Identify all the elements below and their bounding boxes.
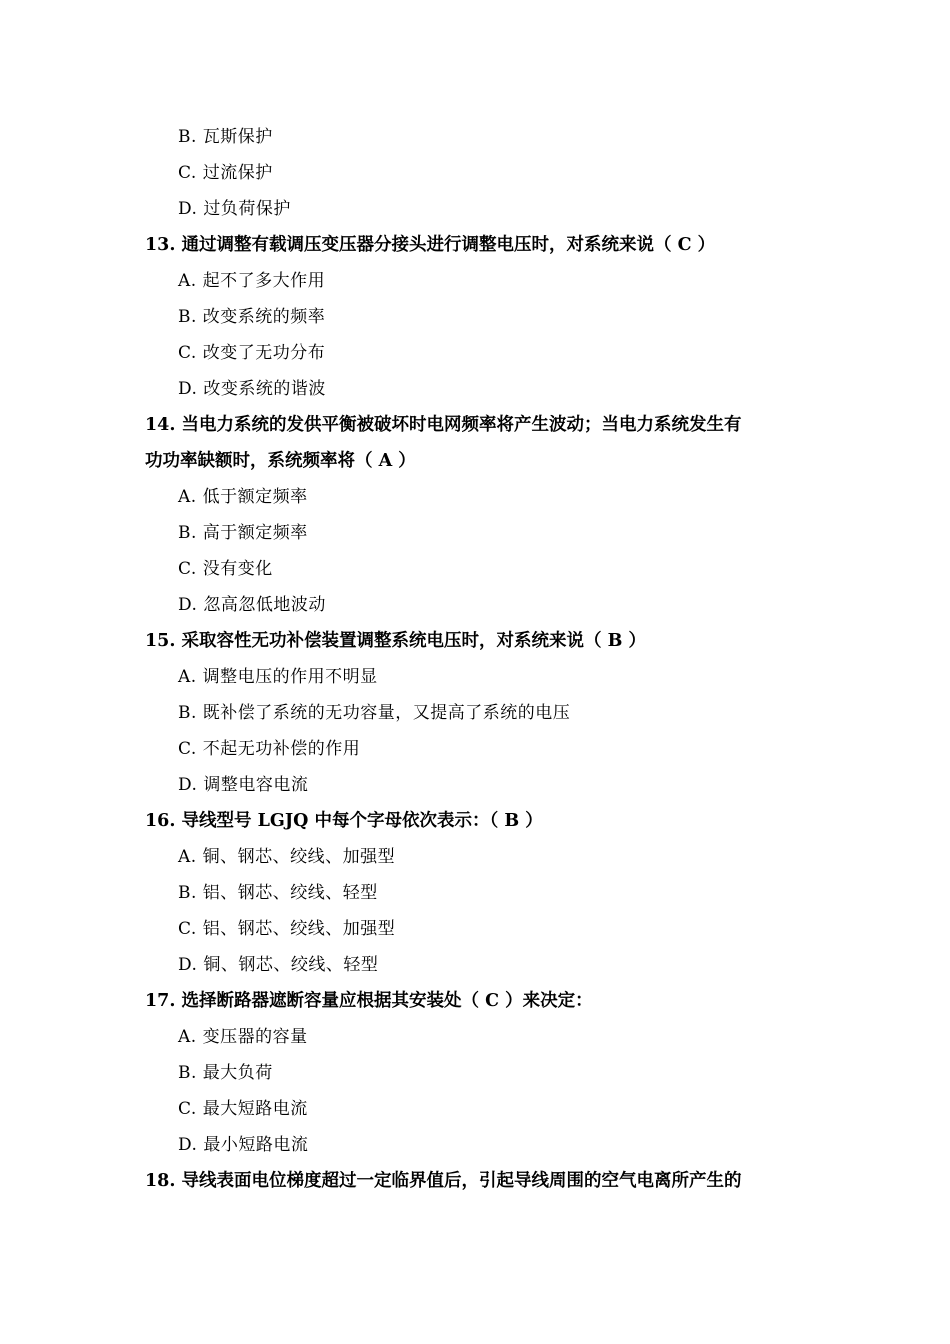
option-line: C. 过流保护 — [178, 163, 273, 183]
question-line: 13. 通过调整有载调压变压器分接头进行调整电压时，对系统来说（ C ） — [145, 235, 716, 255]
question-line: 17. 选择断路器遮断容量应根据其安装处（ C ）来决定： — [145, 991, 593, 1011]
question-line: 15. 采取容性无功补偿装置调整系统电压时，对系统来说（ B ） — [145, 631, 647, 651]
question-line: 14. 当电力系统的发供平衡被破坏时电网频率将产生波动；当电力系统发生有 — [145, 415, 742, 435]
option-line: D. 过负荷保护 — [178, 199, 291, 219]
question-line: 16. 导线型号 LGJQ 中每个字母依次表示：（ B ） — [145, 811, 543, 831]
option-line: B. 铝、钢芯、绞线、轻型 — [178, 883, 378, 903]
option-line: A. 起不了多大作用 — [178, 271, 326, 291]
option-line: A. 调整电压的作用不明显 — [178, 667, 378, 687]
option-line: D. 忽高忽低地波动 — [178, 595, 326, 615]
option-line: B. 最大负荷 — [178, 1063, 273, 1083]
option-line: D. 改变系统的谐波 — [178, 379, 326, 399]
option-line: A. 铜、钢芯、绞线、加强型 — [178, 847, 396, 867]
option-line: B. 瓦斯保护 — [178, 127, 273, 147]
option-line: C. 没有变化 — [178, 559, 273, 579]
question-line: 18. 导线表面电位梯度超过一定临界值后，引起导线周围的空气电离所产生的 — [145, 1171, 742, 1191]
option-line: D. 最小短路电流 — [178, 1135, 309, 1155]
option-line: B. 高于额定频率 — [178, 523, 308, 543]
option-line: C. 铝、钢芯、绞线、加强型 — [178, 919, 396, 939]
option-line: B. 改变系统的频率 — [178, 307, 326, 327]
option-line: A. 低于额定频率 — [178, 487, 308, 507]
option-line: A. 变压器的容量 — [178, 1027, 308, 1047]
option-line: C. 最大短路电流 — [178, 1099, 308, 1119]
option-line: D. 调整电容电流 — [178, 775, 309, 795]
option-line: B. 既补偿了系统的无功容量，又提高了系统的电压 — [178, 703, 571, 723]
option-line: D. 铜、钢芯、绞线、轻型 — [178, 955, 379, 975]
option-line: C. 不起无功补偿的作用 — [178, 739, 361, 759]
option-line: C. 改变了无功分布 — [178, 343, 326, 363]
question-continuation-line: 功功率缺额时，系统频率将（ A ） — [145, 451, 416, 471]
